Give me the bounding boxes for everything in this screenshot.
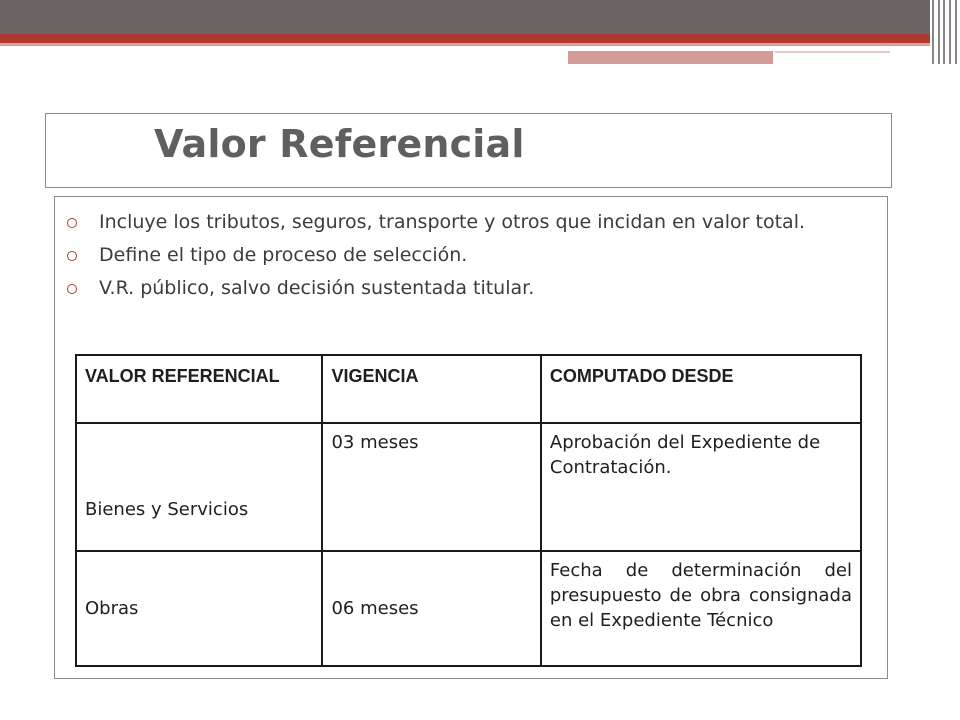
table-cell: Obras	[76, 551, 322, 666]
header-band-pink-block	[568, 51, 773, 64]
table-cell: 06 meses	[322, 551, 540, 666]
table-cell: Fecha de determinación del presupuesto de obra consignada en el Expediente Técnico	[541, 551, 861, 666]
bullet-item	[67, 209, 882, 235]
header-band-light-line	[775, 51, 890, 53]
header-band-gray	[0, 0, 930, 34]
bullet-text: Incluye los tributos, seguros, transporte y otros que incidan en valor total.	[99, 211, 806, 233]
slide-title: Valor Referencial	[154, 122, 525, 166]
table-cell: Bienes y Servicios	[76, 423, 322, 551]
header-stripes	[930, 0, 960, 64]
valor-referencial-table	[75, 354, 862, 667]
bullet-circle-icon	[67, 251, 77, 261]
bullet-circle-icon	[67, 218, 77, 228]
bullet-text: Define el tipo de proceso de selección.	[99, 244, 468, 266]
table-header-cell: COMPUTADO DESDE	[541, 355, 861, 423]
title-box	[45, 113, 892, 188]
bullet-list	[67, 209, 882, 308]
header-band-pink-line	[0, 43, 930, 46]
table-row	[76, 423, 861, 551]
table-row	[76, 551, 861, 666]
table-header-cell: VALOR REFERENCIAL	[76, 355, 322, 423]
table-cell: 03 meses	[322, 423, 540, 551]
header-band-red	[0, 34, 930, 43]
table-header-row	[76, 355, 861, 423]
bullet-item	[67, 275, 882, 301]
table-cell: Aprobación del Expediente de Contratación.	[541, 423, 861, 551]
table-header-cell: VIGENCIA	[322, 355, 540, 423]
bullet-circle-icon	[67, 284, 77, 294]
bullet-item	[67, 242, 882, 268]
bullet-text: V.R. público, salvo decisión sustentada titular.	[99, 277, 535, 299]
